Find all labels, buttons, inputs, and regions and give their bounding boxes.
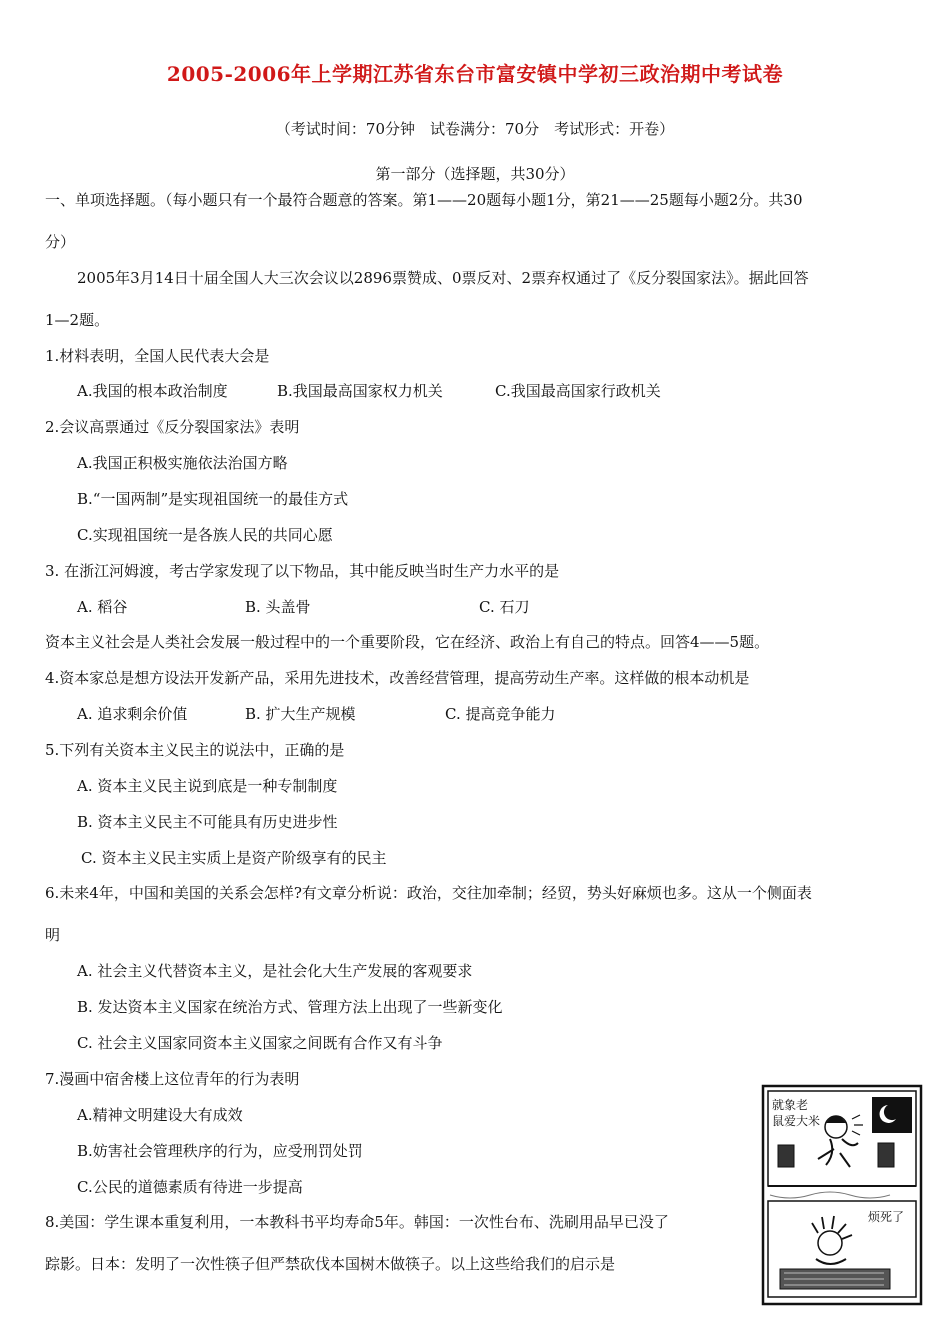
question-2-stem: 2.会议高票通过《反分裂国家法》表明 bbox=[45, 418, 300, 436]
option-b: B.“一国两制”是实现祖国统一的最佳方式 bbox=[77, 490, 349, 508]
question-1-options bbox=[77, 381, 661, 401]
section-heading-cont: 分） bbox=[45, 233, 76, 251]
part-title: 第一部分（选择题，共30分） bbox=[375, 165, 575, 183]
option-a: A. 稻谷 bbox=[77, 598, 128, 616]
option-c: C. 资本主义民主实质上是资产阶级享有的民主 bbox=[81, 849, 387, 867]
option-c: C.我国最高国家行政机关 bbox=[495, 382, 661, 400]
option-b: B. 头盖骨 bbox=[245, 598, 311, 616]
option-c: C. 提高竞争能力 bbox=[445, 705, 556, 723]
question-6-stem-cont: 明 bbox=[45, 926, 61, 944]
question-3-stem: 3. 在浙江河姆渡，考古学家发现了以下物品，其中能反映当时生产力水平的是 bbox=[45, 562, 560, 580]
cartoon-drawing bbox=[760, 1083, 925, 1308]
question-8-stem-cont: 踪影。日本：发明了一次性筷子但严禁砍伐本国树木做筷子。以上这些给我们的启示是 bbox=[45, 1255, 616, 1273]
question-4-options bbox=[77, 704, 555, 724]
exam-title: 2005-2006年上学期江苏省东台市富安镇中学初三政治期中考试卷 bbox=[166, 62, 784, 86]
material-1-cont: 1—2题。 bbox=[45, 311, 110, 329]
question-1-stem: 1.材料表明，全国人民代表大会是 bbox=[45, 347, 270, 365]
material-1: 2005年3月14日十届全国人大三次会议以2896票赞成、0票反对、2票弃权通过了《反分裂国家法》。据此回答 bbox=[77, 269, 809, 287]
question-4-stem: 4.资本家总是想方设法开发新产品，采用先进技术，改善经营管理，提高劳动生产率。这样做的根本动机是 bbox=[45, 669, 750, 687]
cartoon-caption-top: 就象老 bbox=[772, 1098, 809, 1112]
cartoon-image bbox=[760, 1083, 925, 1308]
cartoon-caption-bottom: 烦死了 bbox=[868, 1210, 905, 1224]
option-a: A. 资本主义民主说到底是一种专制制度 bbox=[77, 777, 338, 795]
question-7-stem: 7.漫画中宿舍楼上这位青年的行为表明 bbox=[45, 1070, 300, 1088]
question-8-stem: 8.美国：学生课本重复利用，一本教科书平均寿命5年。韩国：一次性台布、洗刷用品早已没了 bbox=[45, 1213, 669, 1231]
section-heading: 一、单项选择题。（每小题只有一个最符合题意的答案。第1——20题每小题1分，第21——25题每小题2分。共30 bbox=[45, 191, 803, 209]
question-6-stem: 6.未来4年，中国和美国的关系会怎样?有文章分析说：政治，交往加牵制；经贸，势头好麻烦也多。这从一个侧面表 bbox=[45, 884, 812, 902]
cartoon-caption-top-cont: 鼠爱大米 bbox=[772, 1114, 821, 1128]
option-a: A. 社会主义代替资本主义，是社会化大生产发展的客观要求 bbox=[77, 962, 473, 980]
option-a: A.我国正积极实施依法治国方略 bbox=[77, 454, 288, 472]
option-c: C.实现祖国统一是各族人民的共同心愿 bbox=[77, 526, 333, 544]
option-c: C. 石刀 bbox=[479, 598, 530, 616]
option-a: A.我国的根本政治制度 bbox=[77, 382, 228, 400]
option-b: B. 资本主义民主不可能具有历史进步性 bbox=[77, 813, 338, 831]
question-5-stem: 5.下列有关资本主义民主的说法中，正确的是 bbox=[45, 741, 345, 759]
option-c: C. 社会主义国家同资本主义国家之间既有合作又有斗争 bbox=[77, 1034, 443, 1052]
option-b: B. 发达资本主义国家在统治方式、管理方法上出现了一些新变化 bbox=[77, 998, 503, 1016]
option-a: A.精神文明建设大有成效 bbox=[77, 1106, 243, 1124]
option-c: C.公民的道德素质有待进一步提高 bbox=[77, 1178, 303, 1196]
material-2: 资本主义社会是人类社会发展一般过程中的一个重要阶段，它在经济、政治上有自己的特点。回答4——5题。 bbox=[45, 633, 770, 651]
option-b: B.妨害社会管理秩序的行为，应受刑罚处罚 bbox=[77, 1142, 363, 1160]
option-a: A. 追求剩余价值 bbox=[77, 705, 188, 723]
option-b: B. 扩大生产规模 bbox=[245, 705, 356, 723]
question-3-options bbox=[77, 597, 529, 617]
exam-info: （考试时间：70分钟 试卷满分：70分 考试形式：开卷） bbox=[275, 120, 675, 138]
option-b: B.我国最高国家权力机关 bbox=[277, 382, 443, 400]
